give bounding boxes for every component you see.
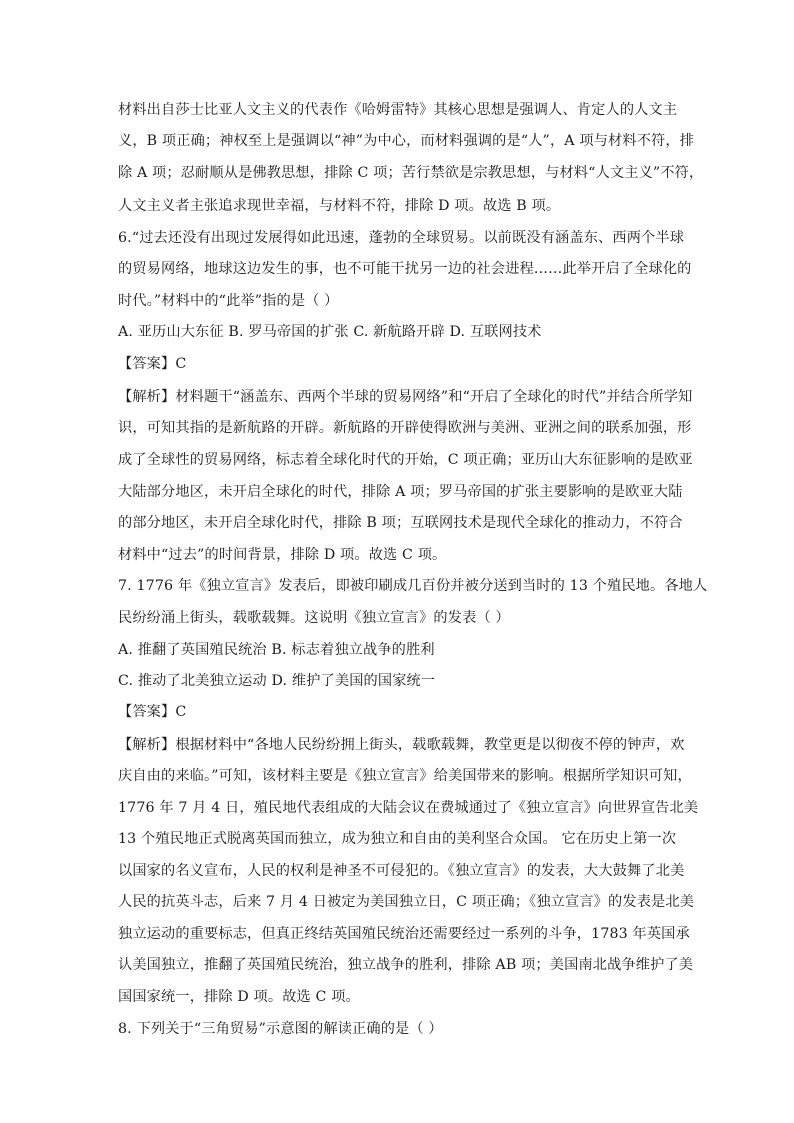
question-6-stem: 的贸易网络，地球这边发生的事，也不可能干扰另一边的社会进程……此举开启了全球化的 — [118, 261, 692, 277]
question-7-analysis: 认美国独立，推翻了英国殖民统治，独立战争的胜利，排除 AB 项；美国南北战争维护了美 — [118, 957, 694, 973]
question-6-answer: 【答案】C — [118, 356, 187, 372]
question-7-analysis: 【解析】根据材料中“各地人民纷纷拥上街头，载歌载舞，教堂更是以彻夜不停的钟声，欢 — [118, 737, 685, 753]
question-6-analysis: 识，可知其指的是新航路的开辟。新航路的开辟使得欧洲与美洲、亚洲之间的联系加强，形 — [118, 420, 692, 436]
question-7-analysis: 以国家的名义宣布，人民的权利是神圣不可侵犯的。《独立宣言》的发表，大大鼓舞了北美 — [118, 863, 685, 879]
question-6-options: A. 亚历山大东征 B. 罗马帝国的扩张 C. 新航路开辟 D. 互联网技术 — [118, 324, 542, 340]
question-6-stem: 6.“过去还没有出现过发展得如此迅速，蓬勃的全球贸易。以前既没有涵盖东、西两个半球 — [118, 230, 685, 246]
analysis-line: 人文主义者主张追求现世幸福，与材料不符，排除 D 项。故选 B 项。 — [118, 198, 561, 214]
question-7-answer: 【答案】C — [118, 704, 187, 720]
question-6-analysis: 材料中“过去”的时间背景，排除 D 项。故选 C 项。 — [118, 547, 447, 563]
question-7-analysis: 独立运动的重要标志，但真正终结英国殖民统治还需要经过一系列的斗争，1783 年英国承 — [118, 926, 690, 942]
question-7-analysis: 人民的抗英斗志，后来 7 月 4 日被定为美国独立日，C 项正确；《独立宣言》的发表是北美 — [118, 894, 695, 910]
question-7-stem: 民纷纷涌上街头，载歌载舞。这说明《独立宣言》的发表（ ） — [118, 610, 510, 626]
question-7-options-cd: C. 推动了北美独立运动 D. 维护了美国的国家统一 — [118, 673, 436, 689]
question-6-analysis: 【解析】材料题干“涵盖东、西两个半球的贸易网络”和“开启了全球化的时代”并结合所学知 — [118, 389, 693, 405]
question-6-analysis: 的部分地区，未开启全球化时代，排除 B 项；互联网技术是现代全球化的推动力，不符合 — [118, 515, 683, 531]
question-7-analysis: 1776 年 7 月 4 日，殖民地代表组成的大陆会议在费城通过了《独立宣言》向世界宣告北美 — [118, 800, 699, 816]
question-6-analysis: 大陆部分地区，未开启全球化的时代，排除 A 项；罗马帝国的扩张主要影响的是欧亚大陆 — [118, 484, 683, 500]
question-6-stem: 时代。”材料中的“此举”指的是（ ） — [118, 293, 339, 309]
question-7-options-ab: A. 推翻了英国殖民统治 B. 标志着独立战争的胜利 — [118, 642, 435, 658]
question-8-stem: 8. 下列关于“三角贸易”示意图的解读正确的是（ ） — [118, 1021, 443, 1037]
question-7-analysis: 国国家统一，排除 D 项。故选 C 项。 — [118, 989, 360, 1005]
analysis-line: 义，B 项正确；神权至上是强调以“神”为中心，而材料强调的是“人”，A 项与材料不符，排 — [118, 133, 695, 149]
question-6-analysis: 成了全球性的贸易网络，标志着全球化时代的开始，C 项正确；亚历山大东征影响的是欧亚 — [118, 452, 693, 468]
analysis-line: 除 A 项；忍耐顺从是佛教思想，排除 C 项；苦行禁欲是宗教思想，与材料“人文主义”不符， — [118, 165, 704, 181]
analysis-line: 材料出自莎士比亚人文主义的代表作《哈姆雷特》其核心思想是强调人、肯定人的人文主 — [118, 102, 678, 118]
question-7-analysis: 13 个殖民地正式脱离英国而独立，成为独立和自由的美利坚合众国。 它在历史上第一次 — [118, 831, 677, 847]
question-7-stem: 7. 1776 年《独立宣言》发表后，即被印刷成几百份并被分送到当时的 13 个殖民地。各地人 — [118, 578, 708, 594]
question-7-analysis: 庆自由的来临。”可知，该材料主要是《独立宣言》给美国带来的影响。根据所学知识可知， — [118, 768, 692, 784]
